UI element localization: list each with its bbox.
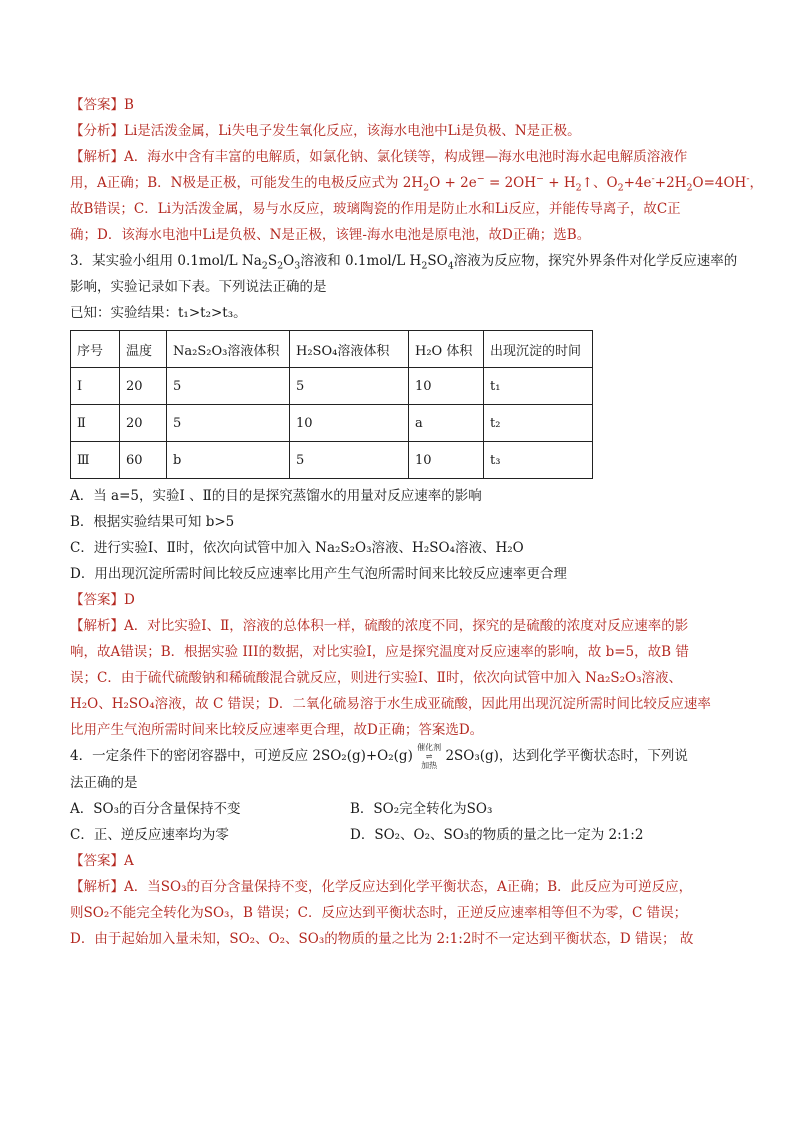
explain-text: A．海水中含有丰富的电解质，如氯化钠、氯化镁等，构成锂—海水电池时海水起电解质溶液作 (124, 149, 688, 165)
q2-explain-line-4: 确；D．该海水电池中Li是负极、N是正极，该锂-海水电池是原电池，故D正确；选B。 (70, 227, 591, 243)
document-page (70, 92, 764, 952)
subscript: 2 (575, 182, 582, 194)
subscript: 2 (423, 182, 430, 194)
q3-explain-line-4: H₂O、H₂SO₄溶液，故 C 错误；D．二氧化硫易溶于水生成亚硫酸，因此用出现沉淀所需时间比较反应速率 (70, 696, 711, 712)
table-cell: 10 (409, 368, 484, 405)
q4-option-b: B．SO₂完全转化为SO₃ (350, 801, 493, 817)
explain-text: O=4OH (692, 175, 747, 191)
table-header-cell: H₂SO₄溶液体积 (290, 331, 409, 368)
table-cell: t₂ (484, 405, 593, 442)
table-cell: 5 (167, 368, 290, 405)
table-header-row (71, 331, 593, 368)
stem-text: SO (427, 253, 448, 269)
stem-text: 溶液为反应物，探究外界条件对化学反应速率的 (453, 253, 738, 269)
table-cell: Ⅲ (71, 442, 120, 479)
table-cell: 20 (120, 368, 167, 405)
stem-text: 3．某实验小组用 0.1mol/L Na (70, 253, 262, 269)
analysis-text: Li是活泼金属，Li失电子发生氧化反应，该海水电池中Li是负极、N是正极。 (124, 123, 581, 139)
q3-option-c: C．进行实验Ⅰ、Ⅱ时，依次向试管中加入 Na₂S₂O₃溶液、H₂SO₄溶液、H₂O (70, 540, 524, 556)
q2-explain-line-2 (70, 170, 764, 196)
table-cell: t₃ (484, 442, 593, 479)
stem-text: 2SO₃(g)，达到化学平衡状态时，下列说 (445, 748, 688, 764)
subscript: 2 (686, 182, 693, 194)
explain-text: O + 2e (429, 175, 477, 191)
table-row (71, 442, 593, 479)
catalyst-label: 催化剂 (417, 743, 442, 752)
table-cell: Ⅰ (71, 368, 120, 405)
table-header-cell: Na₂S₂O₃溶液体积 (167, 331, 290, 368)
table-header-cell: 温度 (120, 331, 167, 368)
answer-value: A (124, 853, 134, 869)
superscript: - (746, 173, 750, 185)
superscript: − (476, 173, 485, 185)
q2-analysis-line (70, 118, 730, 144)
table-cell: 5 (290, 368, 409, 405)
table-cell: 10 (290, 405, 409, 442)
explain-tag: 【解析】 (70, 879, 124, 895)
table-cell: 10 (409, 442, 484, 479)
q4-options-row-1 (70, 796, 730, 822)
explain-text: A．对比实验Ⅰ、Ⅱ，溶液的总体积一样，硫酸的浓度不同，探究的是硫酸的浓度对反应速率的影 (124, 618, 689, 634)
answer-value: D (124, 592, 135, 608)
q4-stem-line-2: 法正确的是 (70, 775, 138, 791)
explain-text: 用，A正确；B．N极是正极，可能发生的电极反应式为 2H (70, 175, 424, 191)
q3-stem-line-2: 影响，实验记录如下表。下列说法正确的是 (70, 279, 327, 295)
subscript: 2 (261, 260, 268, 272)
experiment-table (70, 330, 593, 479)
stem-text: 4．一定条件下的密闭容器中，可逆反应 2SO₂(g)+O₂(g) (70, 748, 413, 764)
q4-options-row-2 (70, 822, 730, 848)
subscript: 2 (277, 260, 284, 272)
table-header-cell: 序号 (71, 331, 120, 368)
heat-label: 加热 (421, 761, 438, 770)
q3-stem-line-1 (70, 248, 738, 274)
q4-answer-line (70, 848, 730, 874)
explain-tag: 【解析】 (70, 618, 124, 634)
subscript: 3 (294, 260, 301, 272)
table-cell: t₁ (484, 368, 593, 405)
table-cell: Ⅱ (71, 405, 120, 442)
q4-option-d: D．SO₂、O₂、SO₃的物质的量之比一定为 2:1:2 (350, 827, 644, 843)
table-row (71, 405, 593, 442)
explain-text: = 2OH (484, 175, 537, 191)
q4-option-a: A．SO₃的百分含量保持不变 (70, 801, 241, 817)
q3-option-a: A．当 a=5，实验Ⅰ 、Ⅱ的目的是探究蒸馏水的用量对反应速率的影响 (70, 488, 482, 504)
q3-explain-line-2: 响，故A错误；B．根据实验 III的数据，对比实验Ⅰ，应是探究温度对反应速率的影响，故 b=5，故B 错 (70, 644, 689, 660)
answer-tag: 【答案】 (70, 97, 124, 113)
subscript: 2 (617, 182, 624, 194)
table-cell: 20 (120, 405, 167, 442)
table-header-cell: H₂O 体积 (409, 331, 484, 368)
table-cell: b (167, 442, 290, 479)
explain-text: A．当SO₃的百分含量保持不变，化学反应达到化学平衡状态，A正确；B．此反应为可逆反应， (124, 879, 693, 895)
q2-explain-line-1 (70, 144, 730, 170)
explain-text: +4e (623, 175, 652, 191)
table-cell: 60 (120, 442, 167, 479)
q3-explain-line-5: 比用产生气泡所需时间来比较反应速率更合理，故D正确；答案选D。 (70, 722, 484, 738)
answer-tag: 【答案】 (70, 592, 124, 608)
q2-explain-line-3: 故B错误；C．Li为活泼金属，易与水反应，玻璃陶瓷的作用是防止水和Li反应，并能传导离子，故C正 (70, 201, 681, 217)
superscript: − (536, 173, 544, 185)
reaction-arrow: 催化剂 ⇌ 加热 (417, 743, 442, 770)
q3-explain-line-1 (70, 613, 730, 639)
stem-text: O (283, 253, 295, 269)
q3-answer-line (70, 587, 730, 613)
q4-option-c: C．正、逆反应速率均为零 (70, 827, 229, 843)
explain-tag: 【解析】 (70, 149, 124, 165)
q4-stem-line-1 (70, 743, 730, 770)
table-header-cell: 出现沉淀的时间 (484, 331, 593, 368)
table-cell: 5 (290, 442, 409, 479)
answer-tag: 【答案】 (70, 853, 124, 869)
explain-text: ， (749, 175, 764, 191)
q4-explain-line-3: D．由于起始加入量未知，SO₂、O₂、SO₃的物质的量之比为 2:1:2时不一定达到平衡状态，D 错误； 故 (70, 931, 694, 947)
explain-text: + H (544, 175, 576, 191)
q2-answer-line (70, 92, 730, 118)
explain-text: ↑、O (581, 175, 618, 191)
subscript: 2 (421, 260, 428, 272)
table-row (71, 368, 593, 405)
q3-known-line: 已知：实验结果：t₁>t₂>t₃。 (70, 305, 247, 321)
table-cell: 5 (167, 405, 290, 442)
explain-text: +2H (654, 175, 687, 191)
superscript: - (651, 173, 655, 185)
q3-option-d: D．用出现沉淀所需时间比较反应速率比用产生气泡所需时间来比较反应速率更合理 (70, 566, 567, 582)
answer-value: B (124, 97, 134, 113)
table-cell: a (409, 405, 484, 442)
subscript: 4 (447, 260, 454, 272)
q3-explain-line-3: 误；C．由于硫代硫酸钠和稀硫酸混合就反应，则进行实验Ⅰ、Ⅱ时，依次向试管中加入 Na₂S₂O₃溶液、 (70, 670, 683, 686)
analysis-tag: 【分析】 (70, 123, 124, 139)
stem-text: 溶液和 0.1mol/L H (300, 253, 422, 269)
q4-explain-line-1 (70, 874, 730, 900)
q3-option-b: B．根据实验结果可知 b>5 (70, 514, 235, 530)
q4-explain-line-2: 则SO₂不能完全转化为SO₃，B 错误；C．反应达到平衡状态时，正逆反应速率相等但不为零，C 错误； (70, 905, 688, 921)
stem-text: S (267, 253, 278, 269)
